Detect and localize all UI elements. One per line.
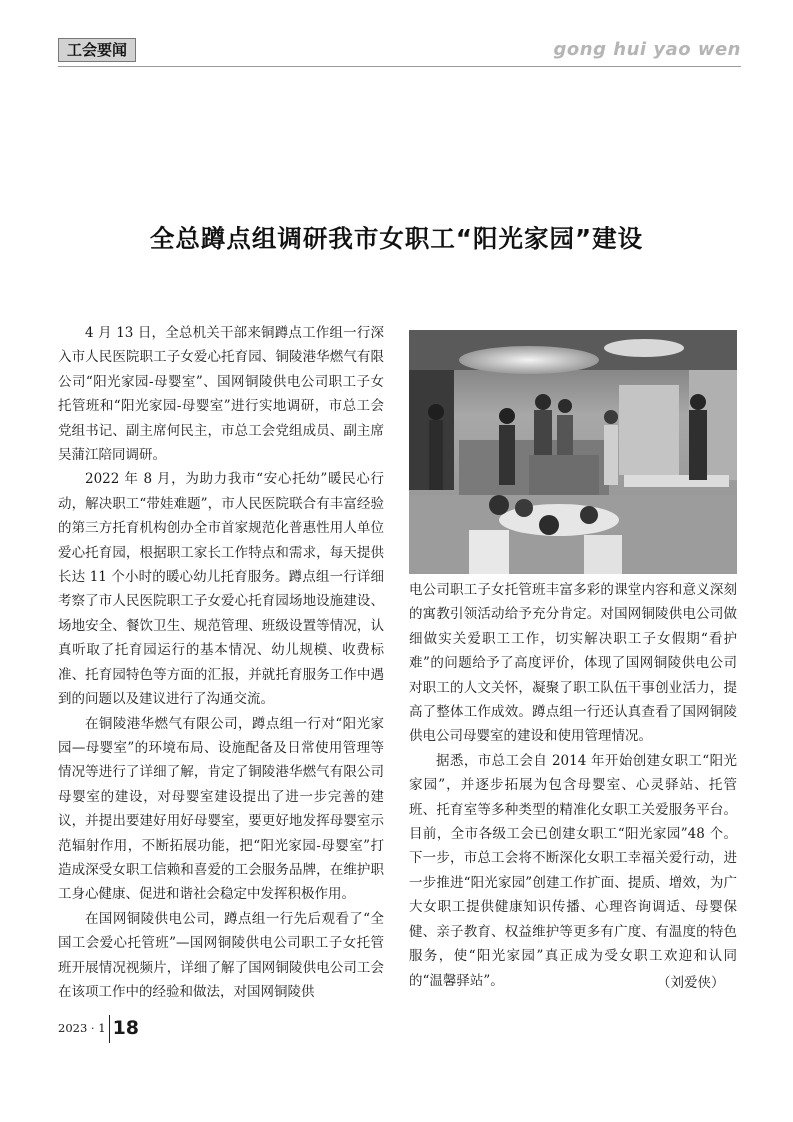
- page-number: 18: [112, 1017, 140, 1039]
- section-pinyin: gong hui yao wen: [553, 39, 741, 60]
- issue-number: 2023 · 1: [58, 1021, 106, 1035]
- paragraph: 在铜陵港华燃气有限公司，蹲点组一行对“阳光家园—母婴室”的环境布局、设施配备及日常使用管理等情况等进行了详细了解，肯定了铜陵港华燃气有限公司母婴室的建设，对母婴室建设提出了进一步完善的建议，并提出要建好用好母婴室，要更好地发挥母婴室示范辐射作用，不断拓展功能，把“阳光家园-母婴室”打造成深受女职工信赖和喜爱的工会服务品牌，在维护职工身心健康、促进和谐社会稳定中发挥积极作用。: [58, 715, 384, 903]
- paragraph: 在国网铜陵供电公司，蹲点组一行先后观看了“全国工会爱心托管班”—国网铜陵供电公司职工子女托管班开展情况视频片，详细了解了国网铜陵供电公司工会在该项工作中的经验和做法，对国网铜陵供: [58, 910, 384, 1000]
- paragraph: 据悉，市总工会自 2014 年开始创建女职工“阳光家园”，并逐步拓展为包含母婴室、心灵驿站、托管班、托育室等多种类型的精准化女职工关爱服务平台。目前，全市各级工会已创建女职工“阳光家园”48 个。下一步，市总工会将不断深化女职工幸福关爱行动，进一步推进“阳光家园”创建工作扩面、提质、增效，为广大女职工提供健康知识传播、心理咨询调适、母婴保健、亲子教育、权益维护等更多有广度、有温度的特色服务，使“阳光家园”真正成为受女职工欢迎和认同的“温馨驿站”。: [409, 752, 737, 989]
- header-divider: [58, 66, 741, 67]
- author-byline: （刘爱侠）: [657, 975, 725, 991]
- article-body-right: [409, 578, 737, 993]
- section-tag: 工会要闻: [58, 38, 136, 62]
- article-title: 全总蹲点组调研我市女职工“阳光家园”建设: [149, 224, 644, 254]
- paragraph: 2022 年 8 月，为助力我市“安心托幼”暖民心行动，解决职工“带娃难题”，市人民医院联合有丰富经验的第三方托育机构创办全市首家规范化普惠性用人单位爱心托育园，根据职工家长工作特点和需求，每天提供长达 11 个小时的暖心幼儿托育服务。蹲点组一行详细考察了市人民医院职工子女爱心托育园场地设施建设、场地安全、餐饮卫生、规范管理、班级设置等情况，认真听取了托育园运行的基本情况、幼儿规模、收费标准、托育园特色等方面的汇报，并就托育服务工作中遇到的问题以及建议进行了沟通交流。: [58, 471, 384, 708]
- paragraph: 电公司职工子女托管班丰富多彩的课堂内容和意义深刻的寓教引领活动给予充分肯定。对国网铜陵供电公司做细做实关爱职工工作，切实解决职工子女假期“看护难”的问题给予了高度评价，体现了国网铜陵供电公司对职工的人文关怀，凝聚了职工队伍干事创业活力，提高了整体工作成效。蹲点组一行还认真查看了国网铜陵供电公司母婴室的建设和使用管理情况。: [409, 582, 737, 745]
- article-body-left: [58, 321, 384, 1004]
- photo-image: [409, 330, 737, 574]
- footer-divider: [109, 1015, 110, 1043]
- article-photo: [409, 330, 737, 574]
- page-footer: [58, 1013, 139, 1043]
- paragraph: 4 月 13 日，全总机关干部来铜蹲点工作组一行深入市人民医院职工子女爱心托育园、铜陵港华燃气有限公司“阳光家园-母婴室”、国网铜陵供电公司职工子女托管班和“阳光家园-母婴室”进行实地调研，市总工会党组书记、副主席何民主，市总工会党组成员、副主席吴蒲江陪同调研。: [58, 325, 384, 464]
